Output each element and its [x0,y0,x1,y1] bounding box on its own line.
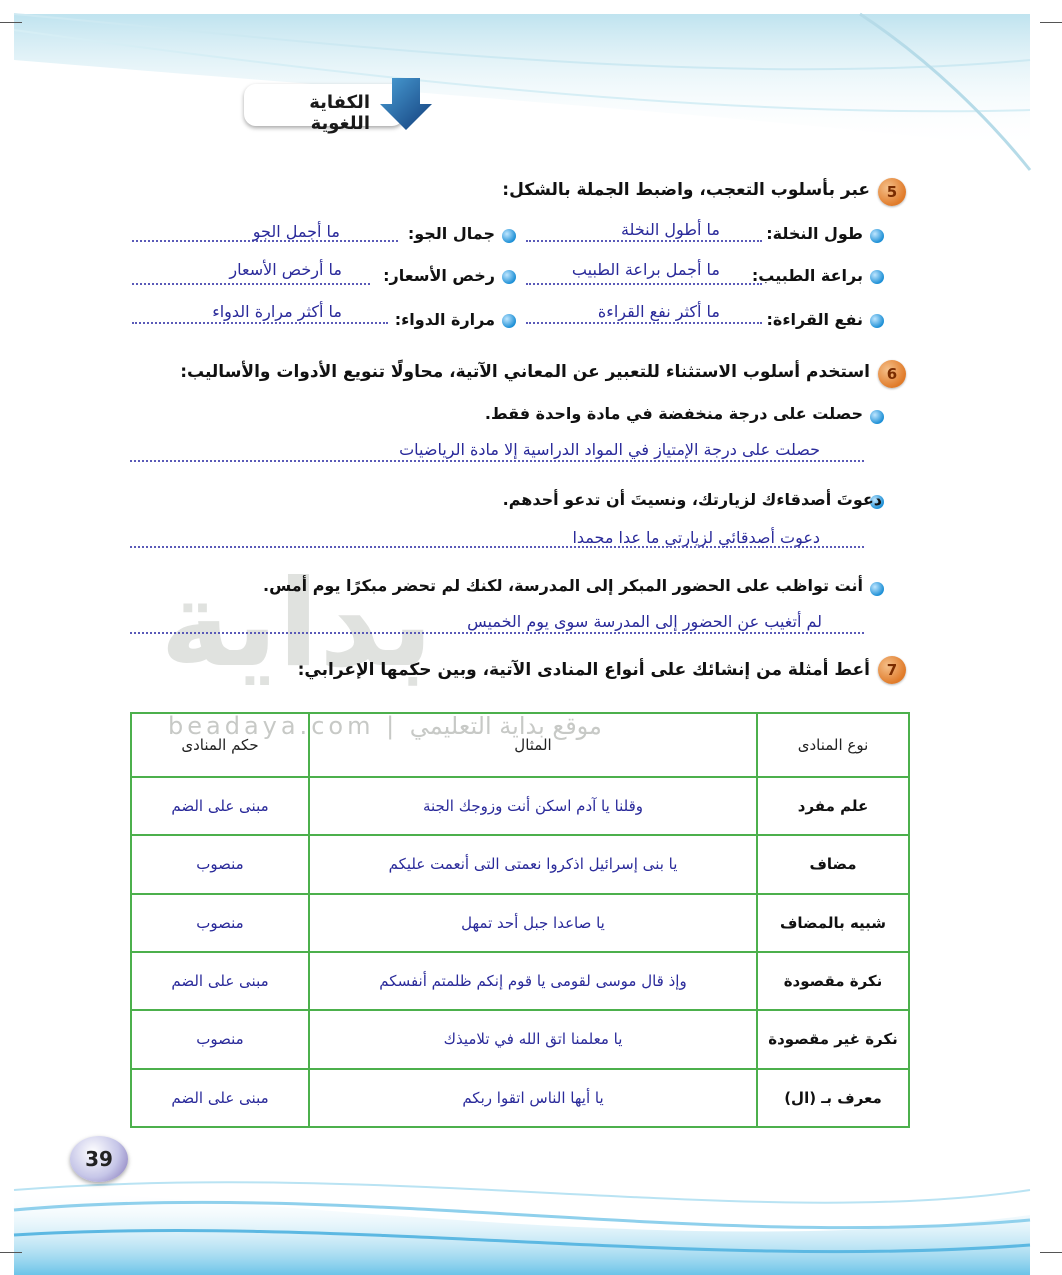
example-cell: يا صاعدا جبل أحد تمهل [309,894,757,952]
answer-line [132,322,388,324]
question-number-6: 6 [878,360,906,388]
table-header-row [131,713,909,777]
question-6-prompt: استخدم أسلوب الاستثناء للتعبير عن المعاني الآتية، محاولًا تنويع الأدوات والأساليب: [180,362,870,382]
vocative-table [130,712,910,1128]
rule-cell: منصوب [131,1010,309,1068]
crop-mark-top-right [1040,22,1062,41]
rule-cell: مبنى على الضم [131,1069,309,1127]
header-example: المثال [309,713,757,777]
type-cell: علم مفرد [757,777,909,835]
bullet-icon [870,410,884,424]
crop-mark-bottom-right [1040,1252,1062,1271]
watermark-site: beadaya.com | موقع بداية التعليمي [168,712,602,740]
header-type: نوع المنادى [757,713,909,777]
example-cell: يا بنى إسرائيل اذكروا نعمتى التى أنعمت عليكم [309,835,757,893]
q5-label-1: طول النخلة: [766,224,863,243]
q6-answer-3: لم أتغيب عن الحضور إلى المدرسة سوى يوم الخميس [467,612,822,631]
example-cell: يا أيها الناس اتقوا ربكم [309,1069,757,1127]
q5-label-2: جمال الجو: [407,224,495,243]
answer-line [132,283,370,285]
bullet-icon [502,314,516,328]
crop-mark-bottom-left [0,1252,22,1271]
table-row [131,1069,909,1127]
q5-answer-5: ما أكثر نفع القراءة [597,302,720,321]
q6-item-2: دعوتَ أصدقاءك لزيارتك، ونسيتَ أن تدعو أحدهم. [502,490,882,509]
table-row [131,1010,909,1068]
down-arrow-icon [380,78,432,130]
header-rule: حكم المنادى [131,713,309,777]
crop-mark-top-left [0,22,22,41]
example-cell: وقلنا يا آدم اسكن أنت وزوجك الجنة [309,777,757,835]
example-cell: وإذ قال موسى لقومى يا قوم إنكم ظلمتم أنفسكم [309,952,757,1010]
q5-label-6: مرارة الدواء: [394,310,495,329]
example-cell: يا معلمنا اتق الله في تلاميذك [309,1010,757,1068]
bullet-icon [870,582,884,596]
q5-answer-1: ما أطول النخلة [620,220,720,239]
bullet-icon [502,270,516,284]
question-number-5: 5 [878,178,906,206]
type-cell: مضاف [757,835,909,893]
table-row [131,894,909,952]
type-cell: نكرة غير مقصودة [757,1010,909,1068]
bullet-icon [502,229,516,243]
q5-label-3: براعة الطبيب: [751,266,863,285]
bullet-icon [870,314,884,328]
rule-cell: منصوب [131,835,309,893]
bullet-icon [870,270,884,284]
answer-line [130,460,864,462]
type-cell: شبيه بالمضاف [757,894,909,952]
question-7-prompt: أعط أمثلة من إنشائك على أنواع المنادى الآتية، وبين حكمها الإعرابي: [297,660,870,680]
bullet-icon [870,229,884,243]
answer-line [130,546,864,548]
q5-answer-3: ما أجمل براعة الطبيب [571,260,720,279]
q6-item-1: حصلت على درجة منخفضة في مادة واحدة فقط. [484,404,863,423]
question-5-prompt: عبر بأسلوب التعجب، واضبط الجملة بالشكل: [502,180,870,200]
q5-answer-2: ما أجمل الجو [252,222,340,241]
section-title: الكفاية اللغوية [309,92,370,134]
table-row [131,777,909,835]
rule-cell: منصوب [131,894,309,952]
q5-label-4: رخص الأسعار: [383,266,495,285]
table-row [131,952,909,1010]
q6-answer-2: دعوت أصدقائي لزيارتي ما عدا محمدا [572,528,820,547]
table-row [131,835,909,893]
page-number: 39 [70,1136,128,1182]
q6-item-3: أنت تواظب على الحضور المبكر إلى المدرسة، لكنك لم تحضر مبكرًا يوم أمس. [263,576,863,595]
rule-cell: مبنى على الضم [131,777,309,835]
answer-line [526,240,762,242]
type-cell: نكرة مقصودة [757,952,909,1010]
watermark-logo: بداية [160,555,434,694]
q5-label-5: نفع القراءة: [766,310,863,329]
q5-answer-6: ما أكثر مرارة الدواء [212,302,342,321]
rule-cell: مبنى على الضم [131,952,309,1010]
q5-answer-4: ما أرخص الأسعار [229,260,342,279]
answer-line [130,632,864,634]
answer-line [526,322,762,324]
type-cell: معرف بـ (ال) [757,1069,909,1127]
answer-line [526,283,762,285]
question-number-7: 7 [878,656,906,684]
q6-answer-1: حصلت على درجة الإمتياز في المواد الدراسية إلا مادة الرياضيات [399,440,820,459]
